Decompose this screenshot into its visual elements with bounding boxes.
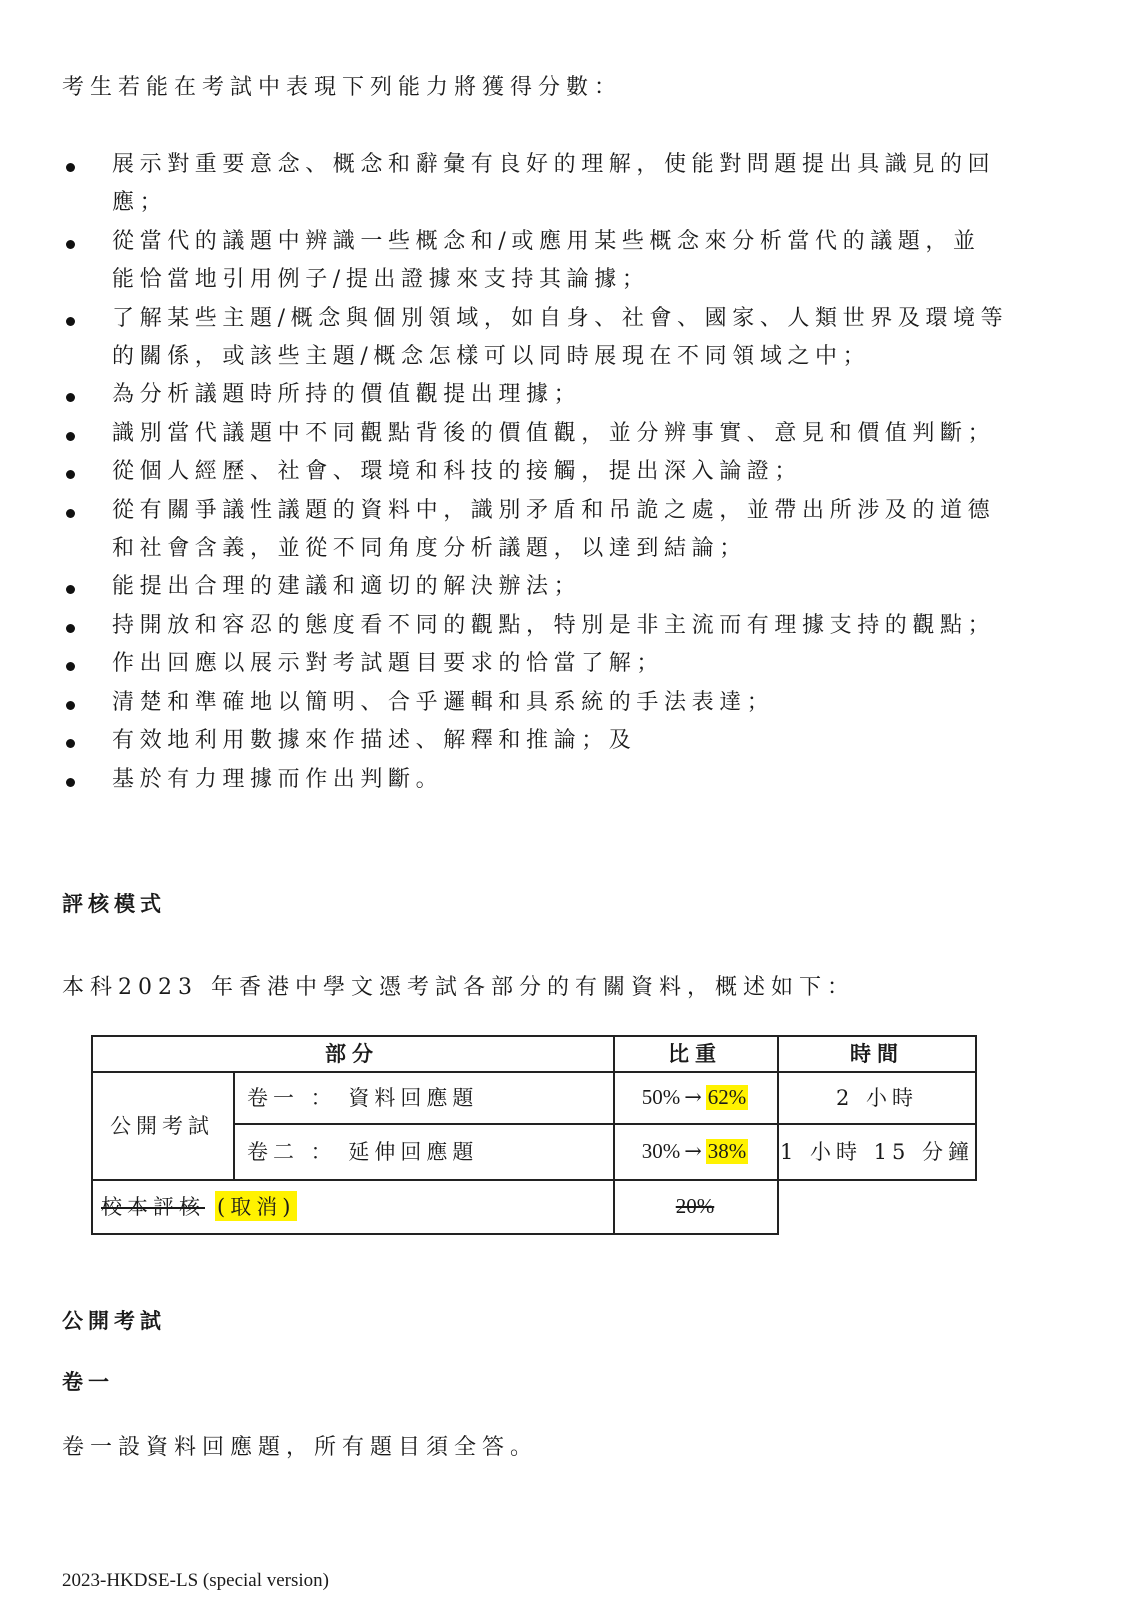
ability-line: 清楚和準確地以簡明、合乎邏輯和具系統的手法表達； [112,689,775,715]
ability-line: 有效地利用數據來作描述、解釋和推論；及 [112,728,637,754]
abilities-list [62,146,1042,799]
ability-item [62,645,1042,683]
ability-item [62,722,1042,760]
bullet-icon [66,393,75,402]
header-duration: 時間 [850,1042,904,1066]
public-exam-heading: 公開考試 [62,1309,166,1333]
bullet-icon [66,163,75,172]
ability-item [62,146,1042,223]
bullet-icon [66,778,75,787]
paper-1-old-weight: 50% [641,1084,681,1109]
assessment-description: 本科2023 年香港中學文憑考試各部分的有關資料，概述如下： [62,975,855,1000]
header-component: 部分 [325,1042,379,1066]
paper-1-heading: 卷一 [62,1370,114,1394]
ability-item [62,223,1042,300]
ability-line: 作出回應以展示對考試題目要求的恰當了解； [112,651,665,677]
ability-line: 持開放和容忍的態度看不同的觀點，特別是非主流而有理據支持的觀點； [112,612,996,638]
paper-2-weighting [613,1123,777,1179]
sba-cancelled-note: (取消) [215,1191,297,1221]
ability-line: 了解某些主題/概念與個別領域，如自身、社會、國家、人類世界及環境等 [112,305,1009,331]
ability-line: 基於有力理據而作出判斷。 [112,766,444,792]
paper-1-name: 卷一 ： 資料回應題 [247,1086,479,1110]
paper-2-old-weight: 30% [641,1138,681,1163]
paper-1-description: 卷一設資料回應題，所有題目須全答。 [62,1435,539,1460]
ability-item [62,453,1042,491]
sba-weight: 20% [675,1193,715,1218]
ability-line: 為分析議題時所持的價值觀提出理據； [112,382,582,408]
paper-2-duration: 1 小時 15 分鐘 [779,1140,975,1164]
public-exam-label: 公開考試 [110,1114,214,1138]
ability-item [62,300,1042,377]
ability-item [62,415,1042,453]
ability-item [62,568,1042,606]
ability-line: 的關係，或該些主題/概念怎樣可以同時展現在不同領域之中； [112,344,871,370]
ability-line: 從當代的議題中辨識一些概念和/或應用某些概念來分析當代的議題，並 [112,228,981,254]
ability-line: 展示對重要意念、概念和辭彙有良好的理解，使能對問題提出具識見的回 [112,152,996,177]
ability-item [62,376,1042,414]
ability-line: 能提出合理的建議和適切的解決辦法； [112,574,582,600]
assessment-heading: 評核模式 [62,892,166,916]
ability-line: 應； [112,190,168,216]
arrow-icon: → [684,1139,702,1163]
arrow-icon: → [684,1085,702,1109]
page-footer: 2023-HKDSE-LS (special version) [62,1570,330,1591]
bullet-icon [66,317,75,326]
paper-1-weighting [613,1071,777,1123]
paper-2-name: 卷二 ： 延伸回應題 [247,1140,479,1164]
paper-1-new-weight: 62% [707,1084,747,1109]
paper-1-duration: 2 小時 [835,1086,919,1110]
ability-item [62,761,1042,799]
bullet-icon [66,662,75,671]
sba-weighting [613,1179,777,1233]
bullet-icon [66,509,75,518]
ability-line: 從個人經歷、社會、環境和科技的接觸，提出深入論證； [112,459,803,485]
header-weighting: 比重 [668,1042,722,1066]
assessment-table [91,1035,1011,1241]
bullet-icon [66,701,75,710]
sba-cell [91,1179,613,1233]
bullet-icon [66,432,75,441]
paper-2-new-weight: 38% [707,1138,747,1163]
intro-text: 考生若能在考試中表現下列能力將獲得分數： [62,75,623,100]
bullet-icon [66,240,75,249]
ability-line: 和社會含義，並從不同角度分析議題，以達到結論； [112,536,747,562]
sba-label: 校本評核 [101,1195,205,1219]
ability-line: 識別當代議題中不同觀點背後的價值觀，並分辨事實、意見和價值判斷； [112,420,996,446]
ability-item [62,492,1042,569]
ability-item [62,684,1042,722]
bullet-icon [66,624,75,633]
bullet-icon [66,739,75,748]
ability-line: 從有關爭議性議題的資料中，識別矛盾和吊詭之處，並帶出所涉及的道德 [112,497,996,523]
ability-line: 能恰當地引用例子/提出證據來支持其論據； [112,267,650,293]
ability-item [62,607,1042,645]
bullet-icon [66,470,75,479]
bullet-icon [66,585,75,594]
